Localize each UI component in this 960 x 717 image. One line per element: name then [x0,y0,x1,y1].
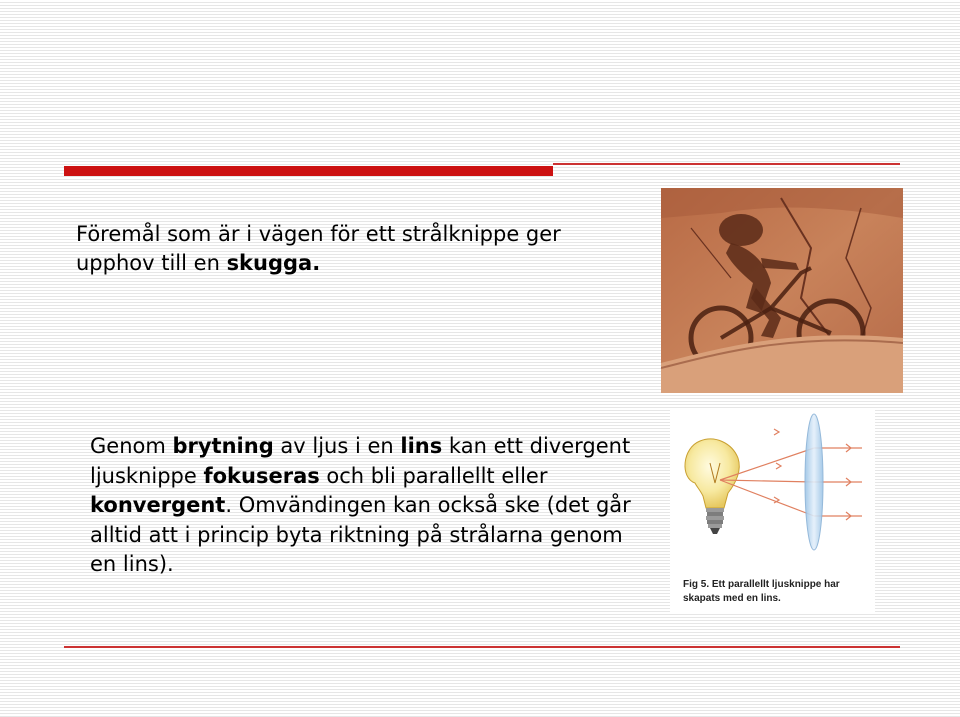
shadow-text-block [76,220,666,278]
refraction-text-block [90,432,650,580]
bike-shadow-photo [661,188,903,393]
title-accent-bar [64,166,553,176]
refraction-text-part1: Genom [90,434,173,458]
refraction-text-part2: av ljus i en [273,434,401,458]
footer-divider-line [64,646,900,648]
title-divider-line [553,163,900,165]
refraction-text-part5: . Omvändingen kan också ske (det går alltid att i princip byta riktning på strålarna genom en lins). [90,493,631,576]
figure-caption [683,578,873,606]
shadow-text-line1: Föremål som är i vägen för ett strålknippe ger [76,222,561,246]
keyword-lins: lins [400,434,443,458]
figure-caption-line2: skapats med en lins. [683,593,781,604]
lens-figure [670,408,875,612]
shadow-text-line2: upphov till en [76,251,227,275]
keyword-brytning: brytning [172,434,274,458]
figure-caption-line1: Fig 5. Ett parallellt ljusknippe har [683,579,840,590]
shadow-keyword: skugga. [226,251,321,275]
refraction-text-part3: kan ett divergent ljusknippe [90,434,631,488]
refraction-text-part4: och bli parallellt eller [319,463,548,488]
keyword-konvergent: konvergent [90,493,226,517]
keyword-fokuseras: fokuseras [203,463,320,488]
